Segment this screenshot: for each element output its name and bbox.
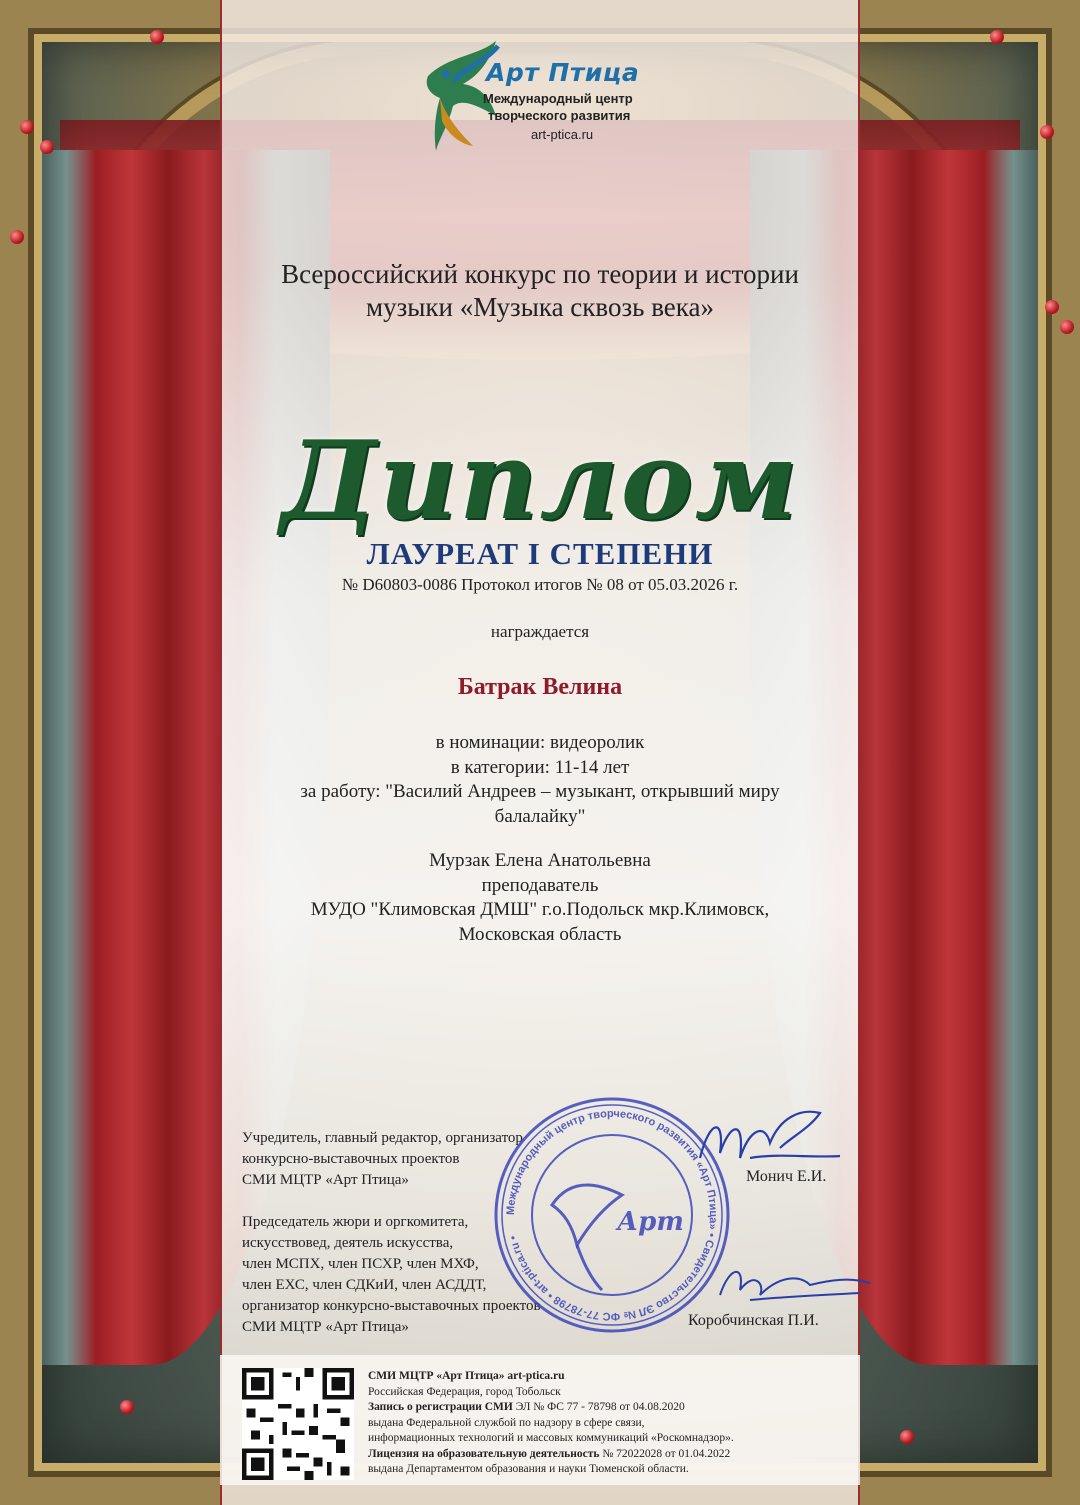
contest-title-line1: Всероссийский конкурс по теории и истории [281, 259, 799, 289]
logo-url: art-ptica.ru [531, 127, 594, 142]
footer-line3-bold: Запись о регистрации СМИ [368, 1401, 513, 1413]
awarded-text: награждается [490, 622, 590, 641]
category: в категории: 11-14 лет [450, 756, 630, 778]
berry-decoration [1060, 320, 1074, 334]
founder-line1: Учредитель, главный редактор, организатор [242, 1130, 523, 1146]
laureate-degree: ЛАУРЕАТ I СТЕПЕНИ [366, 536, 714, 571]
contest-title [230, 258, 850, 324]
recipient-name: Батрак Велина [457, 674, 623, 700]
teacher-position: преподаватель [481, 874, 599, 896]
founder-line2: конкурсно-выставочных проектов [242, 1151, 460, 1167]
berry-decoration [10, 230, 24, 244]
diploma-heading: Диплом [280, 418, 800, 544]
footer-line1: СМИ МЦТР «Арт Птица» art-ptica.ru [368, 1370, 565, 1382]
chair-line6: СМИ МЦТР «Арт Птица» [242, 1319, 409, 1335]
berry-decoration [120, 1400, 134, 1414]
founder-line3: СМИ МЦТР «Арт Птица» [242, 1172, 409, 1188]
footer-info [368, 1369, 848, 1478]
work-details [240, 731, 840, 829]
contest-title-line2: музыки «Музыка сквозь века» [366, 292, 714, 322]
chair-signer: Коробчинская П.И. [688, 1312, 819, 1329]
teacher-org-line2: Московская область [458, 923, 622, 945]
footer-line5: информационных технологий и массовых коммуникаций «Роскомнадзор». [368, 1432, 734, 1444]
footer-line2: Российская Федерация, город Тобольск [368, 1385, 561, 1398]
teacher-org-line1: МУДО "Климовская ДМШ" г.о.Подольск мкр.Климовск, [310, 899, 770, 920]
founder-block [242, 1128, 523, 1191]
diploma-number: № D60803-0086 Протокол итогов № 08 от 05.03.2026 г. [341, 575, 739, 594]
chair-line5: организатор конкурсно-выставочных проектов [242, 1298, 541, 1314]
logo-line1: Международный центр [483, 91, 633, 106]
logo-line2: творческого развития [488, 108, 631, 123]
berry-decoration [1040, 125, 1054, 139]
chair-line3: член МСПХ, член ПСХР, член МХФ, [242, 1256, 479, 1272]
svg-text:Международный центр творческог [505, 1108, 719, 1322]
teacher-name: Мурзак Елена Анатольевна [429, 850, 651, 871]
berry-decoration [1045, 300, 1059, 314]
nomination: в номинации: видеоролик [435, 732, 645, 753]
footer-line3-rest: ЭЛ № ФС 77 - 78798 от 04.08.2020 [512, 1401, 685, 1413]
qr-code [242, 1368, 354, 1480]
footer-line6-rest: № 72022028 от 01.04.2022 [599, 1447, 731, 1460]
logo-name: Арт Птица [486, 58, 640, 87]
chair-signature [700, 1255, 880, 1315]
chair-line2: искусствовед, деятель искусства, [242, 1235, 454, 1251]
work-title-line2: балалайку" [494, 805, 586, 827]
berry-decoration [990, 30, 1004, 44]
founder-signer: Монич Е.И. [746, 1168, 827, 1185]
chair-line1: Председатель жюри и оргкомитета, [242, 1214, 469, 1230]
footer-line7: выдана Департаментом образования и науки Тюменской области. [368, 1463, 689, 1475]
footer-line4: выдана Федеральной службой по надзору в сфере связи, [368, 1416, 645, 1429]
berry-decoration [900, 1430, 914, 1444]
stamp-center-text: Арт [617, 1207, 684, 1237]
teacher-details [240, 849, 840, 947]
founder-signature [690, 1098, 850, 1178]
chair-line4: член ЕХС, член СДКиИ, член АСДДТ, [242, 1277, 487, 1293]
stamp-ring-text: Международный центр творческого развития «Арт Птица» • Свидетельство ЭЛ № ФС 77-78798 • art-ptica.ru • [504, 1107, 720, 1323]
berry-decoration [150, 30, 164, 44]
berry-decoration [40, 140, 54, 154]
berry-decoration [20, 120, 34, 134]
work-title-line1: за работу: "Василий Андреев – музыкант, открывший миру [300, 781, 780, 802]
footer-line6-bold: Лицензия на образовательную деятельность [368, 1447, 600, 1460]
